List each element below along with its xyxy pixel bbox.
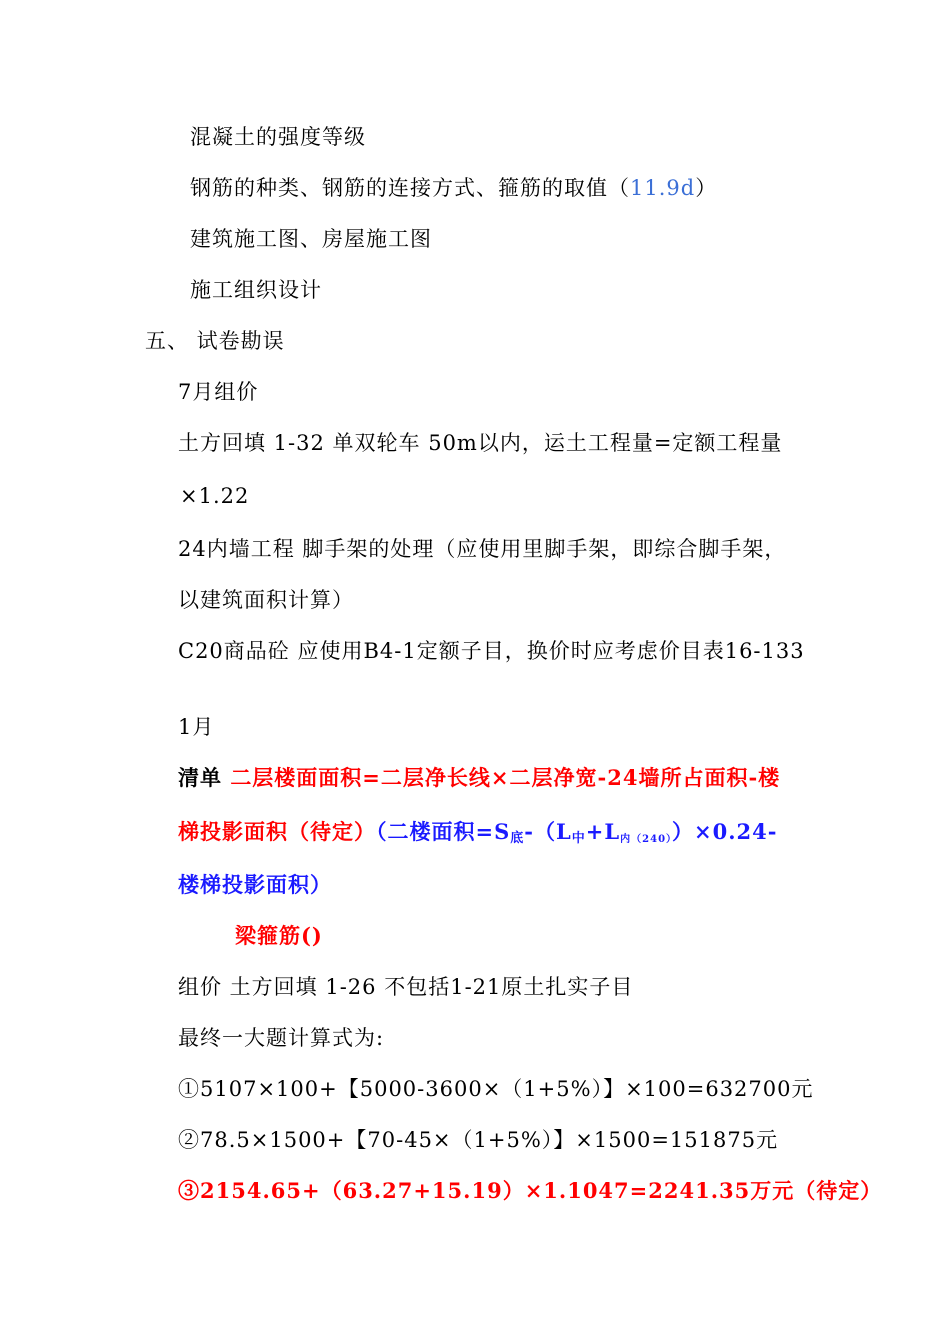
- sub-di: 底: [510, 831, 525, 846]
- text-line-c20: C20商品砼 应使用B4-1定额子目，换价时应考虑价目表16-133: [178, 639, 805, 663]
- text-line-bill-cont: [178, 818, 778, 851]
- value-11-9d: 11.9d: [630, 176, 696, 200]
- text-line-scaffold-cont: 以建筑面积计算）: [178, 588, 354, 612]
- blue-part-c: +L: [585, 819, 621, 844]
- formula-line-2: ②78.5×1500+【70-45×（1+5%）】×1500=151875元: [178, 1128, 779, 1152]
- text-line-2-main: 钢筋的种类、钢筋的连接方式、箍筋的取值（: [190, 176, 630, 200]
- bill-formula-red: 二层楼面面积=二层净长线×二层净宽-24墙所占面积-楼: [230, 765, 781, 790]
- text-line-multiplier: ×1.22: [180, 484, 250, 508]
- text-line-july-pricing: 7月组价: [178, 380, 259, 404]
- formula-line-1: ①5107×100+【5000-3600×（1+5%）】×100=632700元: [178, 1077, 814, 1101]
- bill-formula-blue: [376, 819, 778, 844]
- text-line-2: [190, 174, 717, 202]
- sub-zhong: 中: [571, 831, 586, 846]
- text-line-earthwork: 土方回填 1-32 单双轮车 50m以内，运土工程量=定额工程量: [178, 431, 783, 455]
- text-line-beam-stirrup: 梁箍筋(): [235, 923, 332, 948]
- text-line-3: 建筑施工图、房屋施工图: [190, 227, 432, 251]
- blue-part-a: （二楼面积=S: [376, 819, 511, 844]
- text-line-pricing-earthwork: 组价 土方回填 1-26 不包括1-21原土扎实子目: [178, 975, 634, 999]
- text-line-1: 混凝土的强度等级: [190, 125, 366, 149]
- text-line-4: 施工组织设计: [190, 278, 322, 302]
- text-line-scaffold: 24内墙工程 脚手架的处理（应使用里脚手架，即综合脚手架，: [178, 537, 787, 561]
- text-line-january: 1月: [178, 715, 215, 739]
- blue-part-d: ）×0.24-: [672, 819, 778, 844]
- blue-part-b: -（L: [524, 819, 572, 844]
- bill-label: 清单: [178, 765, 231, 790]
- sub-nei-240: 内（240）: [620, 834, 673, 845]
- text-line-stair-area: 楼梯投影面积）: [178, 872, 332, 897]
- formula-line-3: ③2154.65+（63.27+15.19）×1.1047=2241.35万元（待定）: [178, 1178, 883, 1203]
- text-line-2-close: ）: [695, 176, 718, 200]
- section-heading-five: 五、 试卷勘误: [145, 329, 285, 353]
- text-line-bill: [178, 764, 780, 792]
- bill-formula-red-cont: 梯投影面积（待定）: [178, 819, 376, 844]
- text-line-final-question: 最终一大题计算式为:: [178, 1026, 385, 1050]
